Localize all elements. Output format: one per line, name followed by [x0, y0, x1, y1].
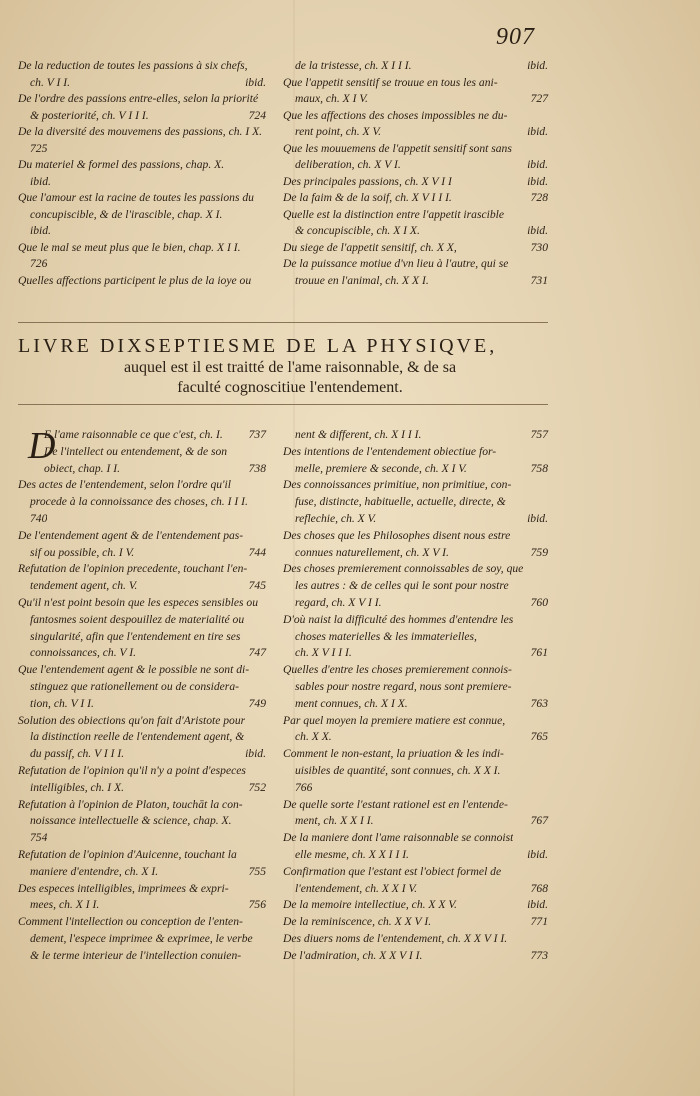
index-entry — [18, 847, 266, 864]
index-entry — [283, 545, 548, 562]
entry-text: De la reminiscence, ch. X X V I. — [283, 915, 432, 929]
index-entry — [283, 763, 548, 780]
entry-page-number: ibid. — [527, 847, 548, 861]
entry-page-number: ibid. — [527, 158, 548, 171]
entry-text: De l'intellect ou entendement, & de son — [44, 444, 228, 458]
entry-text: rent point, ch. X V. — [295, 125, 381, 138]
index-entry — [18, 662, 266, 679]
entry-text: reflechie, ch. X V. — [295, 511, 377, 525]
entry-page-number: ibid. — [527, 59, 548, 72]
entry-text: Confirmation que l'estant est l'obiect formel de — [283, 864, 502, 878]
book-title: LIVRE DIXSEPTIESME DE LA PHYSIQVE, — [18, 335, 498, 357]
index-entry — [18, 629, 266, 646]
index-entry — [18, 645, 266, 662]
rule-top — [18, 322, 548, 323]
index-entry — [18, 612, 266, 629]
index-entry — [283, 847, 548, 864]
book-subtitle-line-2: faculté cognoscitiue l'entendement. — [177, 379, 403, 396]
entry-text: uisibles de quantité, sont connues, ch. X X I. — [295, 763, 501, 777]
entry-page-number: 756 — [248, 898, 266, 912]
index-entry — [283, 528, 548, 545]
entry-text: tion, ch. V I I. — [30, 696, 94, 710]
entry-text: De l'ordre des passions entre-elles, selon la priorité — [18, 92, 259, 105]
index-entry — [18, 914, 266, 931]
index-entry — [18, 528, 266, 545]
entry-page-number: 771 — [530, 915, 548, 929]
entry-page-number: 765 — [530, 730, 548, 744]
index-entry — [18, 881, 266, 898]
entry-text: E l'ame raisonnable ce que c'est, ch. I. — [44, 428, 223, 441]
book-subtitle-line-1: auquel est il est traitté de l'ame raisonnable, & de sa — [123, 359, 457, 376]
index-entry — [18, 461, 266, 478]
index-entry — [283, 511, 548, 528]
entry-text: Que l'appetit sensitif se trouue en tous les ani- — [283, 75, 498, 89]
index-entry — [283, 561, 548, 578]
entry-text: Qu'il n'est point besoin que les especes sensibles ou — [18, 595, 259, 609]
entry-text: ment connues, ch. X I X. — [295, 696, 408, 710]
entry-page-number: 745 — [248, 579, 266, 593]
entry-text: sif ou possible, ch. I V. — [30, 545, 135, 559]
index-entry — [18, 763, 266, 780]
index-entry — [18, 124, 266, 141]
index-entry — [18, 578, 266, 595]
drop-cap: D — [28, 425, 56, 467]
index-entry — [283, 729, 548, 746]
entry-page-number: 767 — [530, 814, 548, 828]
entry-text: De la diversité des mouvemens des passions, ch. I X. — [18, 125, 262, 138]
entry-page-number: 773 — [530, 948, 548, 962]
entry-text: ibid. — [30, 174, 51, 188]
index-entry — [283, 141, 548, 158]
entry-page-number: ibid. — [527, 125, 548, 138]
rule-bottom — [18, 404, 548, 405]
entry-text: Comment l'intellection ou conception de l'enten- — [18, 915, 243, 929]
entry-page-number: 727 — [530, 92, 548, 105]
entry-page-number: ibid. — [245, 75, 266, 89]
index-entry — [18, 679, 266, 696]
entry-text: Des especes intelligibles, imprimees & expri- — [18, 881, 229, 895]
page-number: 907 — [496, 24, 535, 50]
entry-text: Des diuers noms de l'entendement, ch. X X V I I. — [283, 931, 508, 945]
index-entry — [18, 207, 266, 224]
entry-text: Quelle est la distinction entre l'appetit irascible — [283, 207, 505, 221]
entry-text: melle, premiere & seconde, ch. X I V. — [295, 461, 467, 475]
entry-page-number: 738 — [248, 461, 266, 475]
entry-page-number: ibid. — [527, 898, 548, 912]
entry-page-number: 759 — [530, 545, 548, 559]
index-entry — [18, 273, 266, 290]
index-entry — [283, 696, 548, 713]
entry-text: De quelle sorte l'estant rationel est en l'entende- — [283, 797, 508, 811]
index-entry — [18, 780, 266, 797]
entry-text: Refutation de l'opinion d'Auicenne, touchant la — [18, 847, 237, 861]
entry-text: fuse, distincte, habituelle, actuelle, directe, & — [295, 495, 506, 509]
entry-text: du passif, ch. V I I I. — [30, 747, 125, 761]
entry-text: Des intentions de l'entendement obiectiue for- — [283, 444, 497, 458]
index-entry — [18, 444, 266, 461]
entry-text: 740 — [30, 511, 48, 525]
entry-text: fantosmes soient despouillez de materialité ou — [30, 612, 245, 626]
index-entry — [18, 108, 266, 125]
entry-page-number: ibid. — [527, 224, 548, 237]
index-entry — [18, 91, 266, 108]
entry-text: ibid. — [30, 224, 51, 237]
entry-page-number: ibid. — [245, 747, 266, 761]
index-entry — [18, 58, 266, 75]
entry-text: deliberation, ch. X V I. — [295, 158, 401, 171]
entry-text: Que les affections des choses impossibles ne du- — [283, 108, 508, 122]
index-entry — [18, 157, 266, 174]
entry-page-number: 747 — [248, 646, 266, 660]
index-entry — [18, 696, 266, 713]
entry-text: obiect, chap. I I. — [44, 461, 120, 475]
entry-text: Des actes de l'entendement, selon l'ordre qu'il — [18, 478, 231, 492]
index-entry — [283, 662, 548, 679]
entry-text: ch. X V I I I. — [295, 646, 352, 660]
index-entry — [18, 511, 266, 528]
entry-page-number: 730 — [530, 240, 548, 254]
entry-text: l'entendement, ch. X X I V. — [295, 881, 418, 895]
index-entry — [283, 157, 548, 174]
entry-text: Quelles affections participent le plus de la ioye ou — [18, 273, 252, 287]
entry-text: De la maniere dont l'ame raisonnable se connoist — [283, 831, 514, 845]
index-entry — [18, 864, 266, 881]
index-entry — [283, 881, 548, 898]
entry-text: dement, l'espece imprimee & exprimee, le verbe — [30, 931, 253, 945]
entry-page-number: 758 — [530, 461, 548, 475]
index-entry — [18, 427, 266, 444]
entry-page-number: 749 — [248, 696, 266, 710]
entry-text: De l'admiration, ch. X X V I I. — [283, 948, 423, 962]
index-entry — [283, 864, 548, 881]
index-entry — [18, 240, 266, 257]
entry-text: Des connoissances primitiue, non primitiue, con- — [283, 478, 512, 492]
index-entry — [283, 461, 548, 478]
index-entry — [283, 914, 548, 931]
entry-text: trouue en l'animal, ch. X X I. — [295, 273, 429, 287]
entry-text: Refutation de l'opinion qu'il n'y a point d'especes — [18, 763, 246, 777]
entry-text: procede à la connoissance des choses, ch. I I I. — [30, 495, 248, 509]
index-entry — [18, 729, 266, 746]
entry-text: tendement agent, ch. V. — [30, 579, 138, 593]
entry-text: Du siege de l'appetit sensitif, ch. X X, — [283, 240, 457, 254]
index-entry — [283, 612, 548, 629]
index-entry — [283, 108, 548, 125]
entry-text: connoissances, ch. V I. — [30, 646, 137, 660]
index-entry — [18, 813, 266, 830]
bottom-right-column — [283, 427, 548, 965]
index-entry — [283, 124, 548, 141]
index-entry — [283, 746, 548, 763]
entry-page-number: 744 — [248, 545, 266, 559]
bottom-left-column — [18, 427, 266, 965]
index-entry — [18, 174, 266, 191]
entry-text: De la puissance motiue d'vn lieu à l'autre, qui se — [283, 257, 509, 270]
index-entry — [18, 545, 266, 562]
index-entry — [283, 897, 548, 914]
entry-text: la distinction reelle de l'entendement agent, & — [30, 730, 245, 744]
entry-text: mees, ch. X I I. — [30, 898, 100, 912]
index-entry — [283, 174, 548, 191]
index-entry — [283, 273, 548, 290]
index-entry — [283, 427, 548, 444]
entry-text: choses materielles & les immaterielles, — [295, 629, 477, 643]
index-entry — [283, 444, 548, 461]
entry-text: Que les mouuemens de l'appetit sensitif sont sans — [283, 141, 512, 155]
index-entry — [18, 797, 266, 814]
entry-text: De la reduction de toutes les passions à six chefs, — [18, 59, 248, 72]
entry-text: Comment le non-estant, la priuation & les indi- — [283, 747, 504, 761]
entry-page-number: 728 — [530, 191, 548, 204]
entry-text: & le terme interieur de l'intellection conuien- — [30, 948, 242, 962]
index-entry — [283, 494, 548, 511]
entry-text: 725 — [30, 141, 48, 155]
index-entry — [283, 578, 548, 595]
index-entry — [283, 256, 548, 273]
index-entry — [283, 75, 548, 92]
index-entry — [18, 477, 266, 494]
entry-text: 726 — [30, 257, 48, 270]
entry-text: Des choses premierement connoissables de soy, que — [283, 562, 524, 576]
index-entry — [283, 190, 548, 207]
index-entry — [18, 713, 266, 730]
index-entry — [283, 679, 548, 696]
index-entry — [18, 141, 266, 158]
index-entry — [18, 595, 266, 612]
index-entry — [283, 595, 548, 612]
entry-text: & posteriorité, ch. V I I I. — [30, 108, 149, 122]
index-entry — [18, 75, 266, 92]
entry-text: & concupiscible, ch. X I X. — [295, 224, 420, 237]
index-entry — [283, 813, 548, 830]
index-entry — [283, 240, 548, 257]
entry-text: De l'entendement agent & de l'entendement pas- — [18, 528, 244, 542]
entry-text: les autres : & de celles qui le sont pour nostre — [295, 579, 509, 593]
entry-page-number: 763 — [530, 696, 548, 710]
index-entry — [283, 931, 548, 948]
entry-page-number: 757 — [530, 428, 548, 441]
entry-text: nent & different, ch. X I I I. — [295, 428, 422, 441]
index-entry — [18, 256, 266, 273]
index-entry — [18, 830, 266, 847]
index-entry — [18, 746, 266, 763]
entry-text: De la memoire intellectiue, ch. X X V. — [283, 898, 457, 912]
index-entry — [18, 190, 266, 207]
index-entry — [283, 477, 548, 494]
entry-text: Que le mal se meut plus que le bien, chap. X I I. — [18, 240, 241, 254]
entry-text: Que l'entendement agent & le possible ne sont di- — [18, 663, 250, 677]
entry-text: Des principales passions, ch. X V I I — [283, 174, 452, 188]
index-entry — [283, 713, 548, 730]
entry-text: de la tristesse, ch. X I I I. — [295, 59, 412, 72]
entry-text: Solution des obiections qu'on fait d'Aristote pour — [18, 713, 246, 727]
entry-text: D'où naist la difficulté des hommes d'entendre les — [283, 612, 514, 626]
index-entry — [283, 645, 548, 662]
index-entry — [283, 58, 548, 75]
entry-text: maux, ch. X I V. — [295, 92, 368, 105]
index-entry — [283, 797, 548, 814]
entry-text: noissance intellectuelle & science, chap. X. — [30, 814, 232, 828]
entry-text: connues naturellement, ch. X V I. — [295, 545, 449, 559]
index-entry — [18, 948, 266, 965]
index-entry — [283, 91, 548, 108]
entry-text: Quelles d'entre les choses premierement connois- — [283, 663, 512, 677]
index-entry — [283, 948, 548, 965]
index-entry — [18, 561, 266, 578]
entry-page-number: ibid. — [527, 174, 548, 188]
entry-text: Refutation de l'opinion precedente, touchant l'en- — [18, 562, 248, 576]
entry-text: Que l'amour est la racine de toutes les passions du — [18, 191, 254, 204]
index-entry — [283, 830, 548, 847]
entry-text: ment, ch. X X I I. — [295, 814, 374, 828]
entry-page-number: 737 — [248, 428, 266, 441]
index-entry — [18, 931, 266, 948]
entry-text: concupiscible, & de l'irascible, chap. X I. — [30, 207, 223, 221]
entry-text: stinguez que rationellement ou de considera- — [30, 679, 239, 693]
entry-page-number: ibid. — [527, 511, 548, 525]
entry-text: Des choses que les Philosophes disent nous estre — [283, 528, 511, 542]
entry-text: singularité, afin que l'entendement en tire ses — [30, 629, 241, 643]
entry-text: maniere d'entendre, ch. X I. — [30, 864, 159, 878]
entry-page-number: 724 — [248, 108, 266, 122]
entry-text: Refutation à l'opinion de Platon, touchāt la con- — [18, 797, 243, 811]
top-right-column — [283, 58, 548, 289]
entry-text: ch. V I I. — [30, 75, 71, 89]
entry-text: Par quel moyen la premiere matiere est connue, — [283, 713, 506, 727]
entry-page-number: 768 — [530, 881, 548, 895]
entry-text: elle mesme, ch. X X I I I. — [295, 847, 409, 861]
index-entry — [283, 629, 548, 646]
entry-page-number: 760 — [530, 595, 548, 609]
entry-text: regard, ch. X V I I. — [295, 595, 382, 609]
index-entry — [18, 223, 266, 240]
entry-text: intelligibles, ch. I X. — [30, 780, 125, 794]
entry-page-number: 731 — [530, 273, 548, 287]
entry-text: De la faim & de la soif, ch. X V I I I. — [283, 191, 452, 204]
index-entry — [283, 207, 548, 224]
index-entry — [283, 780, 548, 797]
entry-page-number: 755 — [248, 864, 266, 878]
index-entry — [283, 223, 548, 240]
index-entry — [18, 897, 266, 914]
entry-page-number: 761 — [530, 646, 548, 660]
entry-text: ch. X X. — [295, 730, 332, 744]
entry-text: 754 — [30, 831, 48, 845]
index-entry — [18, 494, 266, 511]
entry-page-number: 752 — [248, 780, 266, 794]
entry-text: Du materiel & formel des passions, chap. X. — [18, 158, 225, 171]
entry-text: 766 — [295, 780, 313, 794]
top-left-column — [18, 58, 266, 289]
entry-text: sables pour nostre regard, nous sont premiere- — [295, 679, 512, 693]
